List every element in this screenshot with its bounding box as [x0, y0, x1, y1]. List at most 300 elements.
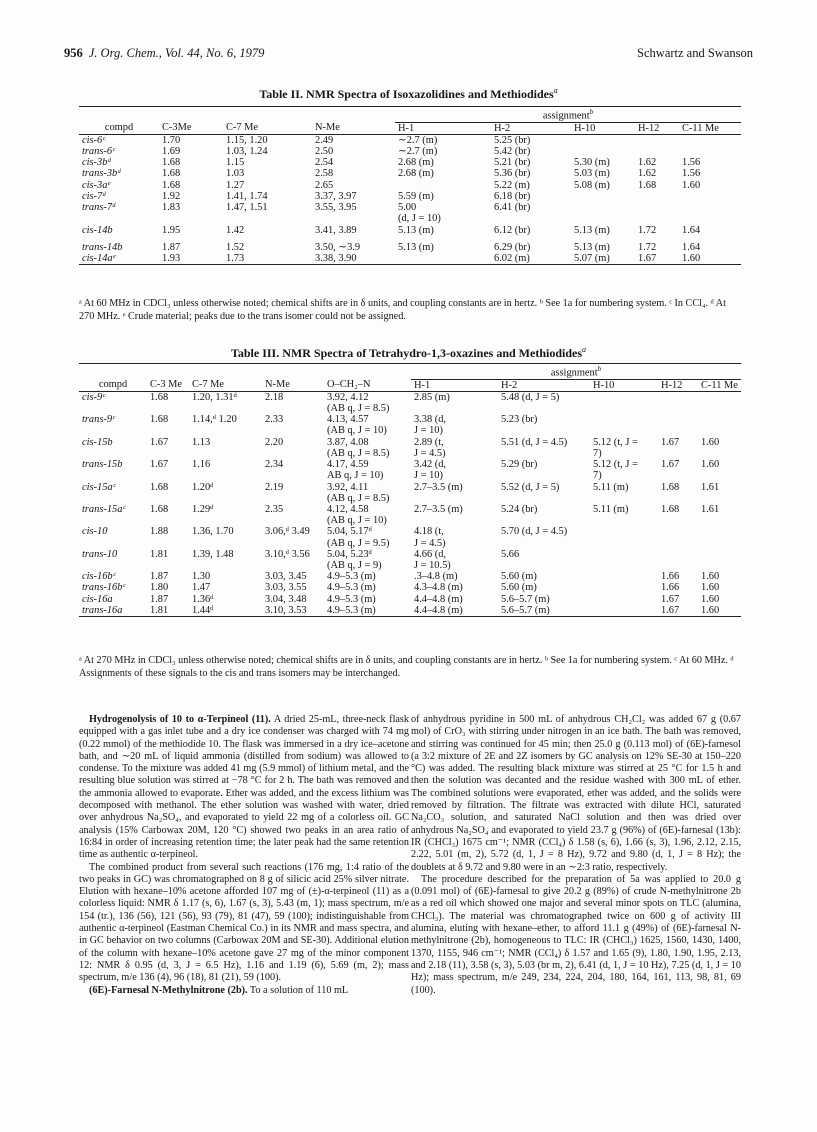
table-cell: 5.13 (m)	[574, 224, 610, 236]
compound-cell: trans-16bᶜ	[82, 582, 126, 594]
compound-cell: trans-10	[82, 548, 118, 560]
table2-col-header: C-7 Me	[223, 122, 312, 134]
table-cell: 1.60	[698, 605, 741, 617]
table-cell	[147, 538, 189, 549]
table-row	[79, 538, 741, 549]
table-cell: 1.68	[150, 481, 169, 493]
table-cell: (AB q, J = 8.5)	[327, 492, 390, 504]
table-cell: (AB q, J = 8.5)	[327, 447, 390, 459]
table-cell: 3.04, 3.48	[265, 593, 307, 605]
paragraph-text: of anhydrous pyridine in 500 mL of anhydrous CH₂Cl₂ was added 67 g (0.67 mol) of CrO₃ with stirring under nitrogen in an ice bath. The bath was removed, and stirring was continued for 45 min; then 25.0 g (0.113 mol) of (6E)-farnesol (a 3:2 mixture of 2E and 2Z isomers by GC analysis on 12% SE-30 at 150–220 °C) was added. The resulting black mixture was stirred at 25 °C for 1.5 h and then the solution was decanted and the residue washed with 300 mL of ether. The combined solutions were evaporated, ether was added, and the solids were removed by filtration. The filtrate was extracted with dilute HCl, saturated Na₂CO₃ solution, and saturated NaCl solution and then was dried over anhydrous Na₂SO₄ and evaporated to yield 23.7 g (96%) of (6E)-farnesal (13b): IR (CHCl₃) 1675 cm⁻¹; NMR (CCl₄) δ 1.58 (s, 6), 1.66 (s, 3), 1.96, 2.12, 2.15, 2.22, 5.01 (m, 2), 5.72 (d, 1, J = 8 Hz), 9.72 and 9.80 (d, 1, J = 8 Hz); the doublets at δ 9.72 and 9.80 were in an ∼2:3 ratio, respectively.	[411, 714, 741, 873]
compound-cell: cis-15aᶜ	[82, 481, 116, 493]
paragraph-heading: (6E)-Farnesal N-Methylnitrone (2b).	[89, 984, 248, 996]
table-cell	[498, 493, 590, 504]
table-cell: 6.02 (m)	[491, 253, 571, 265]
table-cell: 3.41, 3.89	[315, 224, 357, 236]
compound-cell	[79, 448, 147, 459]
table-row	[79, 594, 741, 605]
table-cell	[698, 414, 741, 425]
compound-cell	[79, 425, 147, 436]
table-cell	[635, 146, 679, 157]
table-cell: 5.04, 5.23ᵈ	[327, 548, 372, 560]
compound-cell	[79, 213, 159, 224]
table-cell	[658, 515, 698, 526]
table-cell	[658, 403, 698, 414]
table-cell: 5.25 (br)	[494, 134, 531, 146]
table-cell: 1.52	[226, 241, 245, 253]
paragraph-text: To a solution of 110 mL	[247, 984, 349, 996]
table-cell	[698, 560, 741, 571]
table-cell: 1.41, 1.74	[226, 190, 268, 202]
table-cell: 3.37, 3.97	[315, 190, 357, 202]
table-cell	[498, 538, 590, 549]
table-cell	[658, 526, 698, 537]
table-cell	[658, 560, 698, 571]
table-cell: 1.67	[635, 253, 679, 265]
table-row	[79, 470, 741, 481]
table-cell: 4.9–5.3 (m)	[324, 605, 411, 617]
table-cell: 1.44ᵈ	[189, 605, 262, 617]
table-cell: 2.65	[315, 179, 334, 191]
table-cell	[698, 526, 741, 537]
table-cell: 3.38 (d,	[414, 414, 447, 426]
table-cell	[658, 538, 698, 549]
compound-cell: cis-15b	[82, 436, 113, 448]
table-cell: 1.68	[638, 179, 657, 191]
table-cell: 4.66 (d,	[414, 548, 447, 560]
table-row	[79, 225, 741, 242]
table-row	[79, 425, 741, 436]
table-cell: 4.12, 4.58	[327, 503, 369, 515]
table-cell: 5.08 (m)	[574, 179, 610, 191]
table-cell	[635, 191, 679, 202]
table-row	[79, 391, 741, 403]
table-row	[79, 134, 741, 146]
table3-col-header: C-7 Me	[189, 379, 262, 391]
table-cell: 4.18 (t,	[414, 526, 444, 538]
table-cell: 3.03, 3.55	[265, 582, 307, 594]
table-cell: 5.11 (m)	[593, 481, 629, 493]
table-cell: 1.30	[192, 571, 211, 583]
table-cell: 5.13 (m)	[398, 241, 434, 253]
table2-col-header: N-Me	[312, 122, 395, 134]
table-cell: 1.39, 1.48	[192, 548, 234, 560]
table-cell: 5.22 (m)	[494, 179, 530, 191]
paragraph-text: The procedure described for the preparation of 5a was applied to 20.0 g (0.091 mol) of (6E)-farnesal to give 20.2 g (89%) of crude N-methylnitrone 2b as a red oil which showed one major and several minor spots on TLC (alumina, CHCl₃). The material was chromatographed twice on 600 g of activity III alumina, eluting with hexane–ether, to afford 11.1 g (49%) of (6E)-farnesal N-methylnitrone (2b), homogeneous to TLC: IR (CHCl₃) 1625, 1560, 1430, 1400, 1370, 1155, 946 cm⁻¹; NMR (CCl₄) δ 1.57 and 1.65 (9), 1.80, 1.90, 1.95, 2.13, and 2.18 (11), 3.58 (s, 3), 5.03 (br m, 2), 6.41 (d, 1, J = 10 Hz), 7.25 (d, 1, J = 10 Hz); mass spectrum, m/e 249, 234, 224, 204, 180, 164, 161, 113, 98, 81, 69 (100).	[411, 873, 741, 996]
table-cell	[498, 560, 590, 571]
compound-cell: cis-6ᶜ	[82, 134, 105, 146]
table-cell: 1.95	[162, 224, 181, 236]
table-row	[79, 549, 741, 560]
table-cell: 1.56	[682, 157, 701, 169]
table-row	[79, 582, 741, 593]
body-paragraph	[411, 714, 741, 874]
table-cell: 1.67	[150, 459, 169, 471]
table-row	[79, 448, 741, 459]
table-cell: 5.60 (m)	[501, 582, 537, 594]
table-cell	[189, 560, 262, 571]
table-cell	[312, 213, 395, 224]
table-cell	[262, 403, 324, 414]
table-cell	[698, 538, 741, 549]
table-cell: 1.68	[162, 168, 181, 180]
table-cell: 1.60	[679, 253, 741, 265]
table-cell: 1.61	[701, 481, 720, 493]
table-cell: 5.03 (m)	[574, 168, 610, 180]
table-cell: 5.36 (br)	[494, 168, 531, 180]
body-paragraph	[79, 714, 409, 862]
table-cell	[159, 213, 223, 224]
table-cell: 3.10, 3.53	[262, 605, 324, 617]
table2-col-header: compd	[104, 122, 134, 134]
table-cell	[679, 191, 741, 202]
table3-col-header: C-11 Me	[698, 379, 741, 391]
table-cell: 2.68 (m)	[398, 157, 434, 169]
table-row	[79, 146, 741, 157]
compound-cell	[79, 493, 147, 504]
table-cell	[698, 493, 741, 504]
table-cell	[698, 391, 741, 403]
table-cell: 1.68	[150, 414, 169, 426]
table-cell	[262, 470, 324, 481]
table2-assignment-header: assignment$^b$	[395, 107, 741, 123]
running-authors: Schwartz and Swanson	[637, 46, 753, 60]
table3-col-header: H-2	[498, 379, 590, 391]
table-cell: 1.60	[701, 571, 720, 583]
table3-col-header: N-Me	[262, 379, 324, 391]
table-cell: 1.15	[226, 157, 245, 169]
table-cell	[658, 493, 698, 504]
table-cell	[571, 134, 635, 146]
table-cell: 5.12 (t, J =	[593, 436, 638, 448]
table-cell: 2.34	[265, 459, 284, 471]
table-cell: 6.29 (br)	[494, 241, 531, 253]
table-cell: 1.27	[226, 179, 245, 191]
table3-col-header: H-12	[658, 379, 698, 391]
table-cell: 4.9–5.3 (m)	[327, 593, 376, 605]
table-cell: 1.68	[661, 503, 680, 515]
table-row	[79, 459, 741, 470]
table-cell: 1.68	[162, 179, 181, 191]
table-cell: 1.68	[150, 391, 169, 403]
table-cell: (d, J = 10)	[398, 213, 441, 225]
table-cell	[395, 253, 491, 265]
table-cell: 2.20	[265, 436, 284, 448]
table-row	[79, 605, 741, 617]
table-cell	[262, 515, 324, 526]
table-cell	[698, 470, 741, 481]
table-cell: 3.10,ᵈ 3.56	[265, 548, 310, 560]
body-paragraph	[79, 985, 409, 997]
compound-cell	[79, 403, 147, 414]
compound-cell: trans-16a	[79, 605, 147, 617]
table-cell: 5.30 (m)	[574, 157, 610, 169]
table-cell: (AB q, J = 8.5)	[327, 403, 390, 415]
table-cell	[698, 515, 741, 526]
table-cell	[635, 213, 679, 224]
table-cell	[571, 202, 635, 213]
table-row	[79, 515, 741, 526]
table-cell	[590, 605, 658, 617]
table-cell: 5.11 (m)	[593, 503, 629, 515]
table-row	[79, 403, 741, 414]
table-cell: 1.87	[150, 571, 169, 583]
compound-cell: cis-16bᶜ	[82, 571, 116, 583]
table-cell: 2.19	[265, 481, 284, 493]
table-cell: J = 10.5)	[414, 559, 451, 571]
table-cell: 1.13	[192, 436, 211, 448]
compound-cell: trans-15aᶜ	[82, 503, 126, 515]
running-header	[64, 46, 753, 64]
table-cell	[590, 403, 658, 414]
table-cell: 2.7–3.5 (m)	[414, 481, 463, 493]
table-cell: 1.66	[661, 582, 680, 594]
paragraph-heading: Hydrogenolysis of 10 to α-Terpineol (11).	[89, 714, 271, 725]
table-cell: 3.87, 4.08	[327, 436, 369, 448]
table-cell: 5.42 (br)	[494, 146, 531, 158]
table-cell	[658, 391, 698, 403]
table-cell: J = 4.5)	[414, 537, 446, 549]
body-right-column	[411, 714, 741, 997]
table-cell: 7)	[593, 447, 602, 459]
table-cell: 1.60	[701, 593, 720, 605]
table-row	[79, 526, 741, 537]
table-cell	[189, 448, 262, 459]
table-cell	[189, 470, 262, 481]
table-cell: 3.03, 3.45	[265, 571, 307, 583]
table-cell	[498, 448, 590, 459]
table-cell	[147, 560, 189, 571]
compound-cell: trans-14b	[82, 241, 123, 253]
table-cell	[635, 202, 679, 213]
table-row	[79, 213, 741, 224]
body-left-column	[79, 714, 409, 997]
table-cell: AB q, J = 10)	[327, 470, 384, 482]
table-cell: 1.81	[150, 548, 169, 560]
table-row	[79, 202, 741, 213]
table-cell: 5.66	[501, 548, 520, 560]
table3-col-header: compd	[98, 379, 128, 391]
table-cell: 1.67	[150, 436, 169, 448]
table-cell	[679, 134, 741, 146]
table-cell: 1.60	[701, 459, 720, 471]
table-cell: 1.60	[701, 436, 720, 448]
table-cell: 1.15, 1.20	[226, 134, 268, 146]
table-cell	[590, 493, 658, 504]
table-cell	[698, 403, 741, 414]
table-cell: 1.81	[147, 605, 189, 617]
table-cell: 1.64	[682, 241, 701, 253]
table-cell: (AB q, J = 10)	[327, 425, 387, 437]
table-cell	[262, 538, 324, 549]
compound-cell: cis-3aᵉ	[82, 179, 111, 191]
table-cell	[635, 134, 679, 146]
table-cell: 5.70 (d, J = 4.5)	[501, 526, 568, 538]
body-paragraph	[411, 874, 741, 997]
table-cell	[590, 594, 658, 605]
compound-cell: trans-6ᶜ	[82, 146, 115, 158]
table-cell: 1.92	[162, 190, 181, 202]
table3-footnote: ᵃ At 270 MHz in CDCl₃ unless otherwise noted; chemical shifts are in δ units, and coupling constants are in hertz. ᵇ See 1a for numbering system. ᶜ At 60 MHz. ᵈ Assignments of these signals to the cis and trans isomers may be interchanged.	[79, 655, 734, 679]
paragraph-text: The combined product from several such reactions (176 mg, 1:4 ratio of the two peaks in GC) was chromatographed on 8 g of silicic acid 25% silver nitrate. Elution with hexane–10% acetone afforded 107 mg of (±)-α-terpineol (11) as a colorless liquid: NMR δ 1.17 (s, 6), 1.67 (s, 3), 5.43 (m, 1); mass spectrum, m/e 154 (tr.), 136 (56), 121 (56), 93 (79), 81 (47), 59 (100); indistinguishable from authentic α-terpineol (Eastman Chemical Co.) in its NMR and mass spectra, and in GC behavior on two columns (Carbowax 20M and SE-30). Additional elution of the column with hexane–10% acetone gave 27 mg of the minor component 12: NMR δ 0.95 (d, 3, J = 6.5 Hz), 1.16 and 1.19 (6), 5.69 (m, 2); mass spectrum, m/e 136 (4), 96 (18), 81 (21), 59 (100).	[79, 861, 409, 984]
table-cell: 1.20, 1.31ᵈ	[192, 391, 237, 403]
table-cell	[590, 538, 658, 549]
table-cell	[571, 191, 635, 202]
table-row	[79, 571, 741, 582]
table-cell: 1.60	[682, 179, 701, 191]
table-cell	[590, 571, 658, 582]
table-cell	[590, 425, 658, 436]
table3-assignment-header: assignment$^b$	[411, 364, 741, 380]
table-cell: (AB q, J = 9)	[327, 559, 382, 571]
table-row	[79, 191, 741, 202]
table-cell: 3.42 (d,	[414, 459, 447, 471]
table-cell: 2.68 (m)	[398, 168, 434, 180]
table-cell: 6.18 (br)	[494, 190, 531, 202]
table-row	[79, 414, 741, 425]
table-cell: 3.50, ∼3.9	[315, 241, 361, 253]
table3-title: Table III. NMR Spectra of Tetrahydro-1,3-oxazines and Methiodides$^a$	[230, 345, 587, 360]
table-cell	[189, 493, 262, 504]
table-cell	[147, 515, 189, 526]
table-cell: 1.03, 1.24	[226, 146, 268, 158]
table2-col-header: H-2	[491, 122, 571, 134]
table-cell	[658, 425, 698, 436]
table-cell	[189, 538, 262, 549]
table-cell: 3.06,ᵈ 3.49	[265, 526, 310, 538]
compound-cell	[79, 538, 147, 549]
table-cell: 1.88	[150, 526, 169, 538]
table-cell: 5.12 (t, J =	[593, 459, 638, 471]
table-cell: 1.42	[226, 224, 245, 236]
table-cell	[698, 549, 741, 560]
table-cell: 1.87	[162, 241, 181, 253]
table-cell: 1.67	[661, 593, 680, 605]
table-cell: 1.67	[661, 459, 680, 471]
table-cell	[395, 180, 491, 191]
table-cell: 5.51 (d, J = 4.5)	[501, 436, 568, 448]
table-cell: 6.12 (br)	[494, 224, 531, 236]
compound-cell	[79, 470, 147, 481]
table-cell: 1.47, 1.51	[226, 202, 268, 214]
table-cell	[590, 549, 658, 560]
compound-cell: cis-3bᵈ	[82, 157, 111, 169]
table-cell: 5.48 (d, J = 5)	[501, 391, 560, 403]
compound-cell: trans-9ᶜ	[82, 414, 115, 426]
table-row	[79, 493, 741, 504]
table-cell: 5.6–5.7 (m)	[501, 593, 550, 605]
table-cell: 1.93	[159, 253, 223, 265]
table-cell	[189, 425, 262, 436]
compound-cell: cis-16a	[82, 593, 113, 605]
table-cell: 1.36ᵈ	[192, 593, 214, 605]
compound-cell: cis-14aᵉ	[79, 253, 159, 265]
table-cell: 1.66	[661, 571, 680, 583]
table-cell	[147, 493, 189, 504]
table-cell	[223, 213, 312, 224]
table-cell	[498, 425, 590, 436]
table-cell: 4.9–5.3 (m)	[327, 582, 376, 594]
body-paragraph	[79, 862, 409, 985]
compound-cell: cis-14b	[82, 224, 113, 236]
table-cell: 1.47	[192, 582, 211, 594]
table-cell	[698, 425, 741, 436]
table-cell: 1.03	[226, 168, 245, 180]
table-cell: J = 10)	[414, 470, 443, 482]
table-cell: 7)	[593, 470, 602, 482]
table-cell: 1.62	[638, 168, 657, 180]
table-cell: 6.41 (br)	[494, 202, 531, 214]
table-cell: 1.67	[658, 605, 698, 617]
table-cell	[262, 560, 324, 571]
table-cell: 5.04, 5.17ᵈ	[327, 526, 372, 538]
table2-col-header: C-11 Me	[679, 122, 741, 134]
table-cell: 5.24 (br)	[501, 503, 538, 515]
table2-column-headers	[79, 122, 741, 134]
table-cell: 1.62	[638, 157, 657, 169]
table3-col-header: O–CH₂–N	[324, 379, 411, 391]
table-cell	[658, 549, 698, 560]
table-cell	[658, 470, 698, 481]
table-row	[79, 157, 741, 168]
table-cell: 3.38, 3.90	[312, 253, 395, 265]
table-cell	[571, 146, 635, 157]
compound-cell: cis-7ᵈ	[82, 190, 106, 202]
table-cell	[590, 526, 658, 537]
table3-col-header: H-1	[411, 379, 498, 391]
table-cell: J = 10)	[414, 425, 443, 437]
table-cell: 5.6–5.7 (m)	[498, 605, 590, 617]
table-cell: 1.68	[150, 503, 169, 515]
table-cell	[411, 515, 498, 526]
table-cell	[658, 414, 698, 425]
table-cell	[147, 403, 189, 414]
table-cell: 2.7–3.5 (m)	[414, 503, 463, 515]
table-cell: 2.33	[265, 414, 284, 426]
table-cell	[411, 403, 498, 414]
table-cell: 1.69	[162, 146, 181, 158]
table-cell	[590, 582, 658, 593]
table-row	[79, 242, 741, 253]
table-cell: 3.92, 4.11	[327, 481, 369, 493]
table-cell: 5.59 (m)	[398, 190, 434, 202]
table-row	[79, 482, 741, 493]
table-cell: 1.68	[162, 157, 181, 169]
table-row	[79, 253, 741, 265]
table-cell: 5.29 (br)	[501, 459, 538, 471]
table2	[79, 106, 741, 265]
table-cell: 3.55, 3.95	[315, 202, 357, 214]
table3-body	[79, 391, 741, 616]
table-cell: 1.67	[661, 436, 680, 448]
table2-col-header: H-12	[635, 122, 679, 134]
table-cell: 5.13 (m)	[574, 241, 610, 253]
table-cell: 2.49	[315, 134, 334, 146]
table-cell	[498, 515, 590, 526]
table-cell: 1.61	[701, 503, 720, 515]
table-cell	[189, 515, 262, 526]
table-cell	[262, 425, 324, 436]
table-cell: J = 4.5)	[414, 447, 446, 459]
table-cell	[590, 414, 658, 425]
table-cell: 4.3–4.8 (m)	[414, 582, 463, 594]
table-cell: 1.70	[162, 134, 181, 146]
table-cell	[262, 493, 324, 504]
table-cell	[698, 448, 741, 459]
table-cell: 1.64	[682, 224, 701, 236]
table2-col-header: C-3Me	[159, 122, 223, 134]
compound-cell: cis-9ᶜ	[82, 391, 105, 403]
